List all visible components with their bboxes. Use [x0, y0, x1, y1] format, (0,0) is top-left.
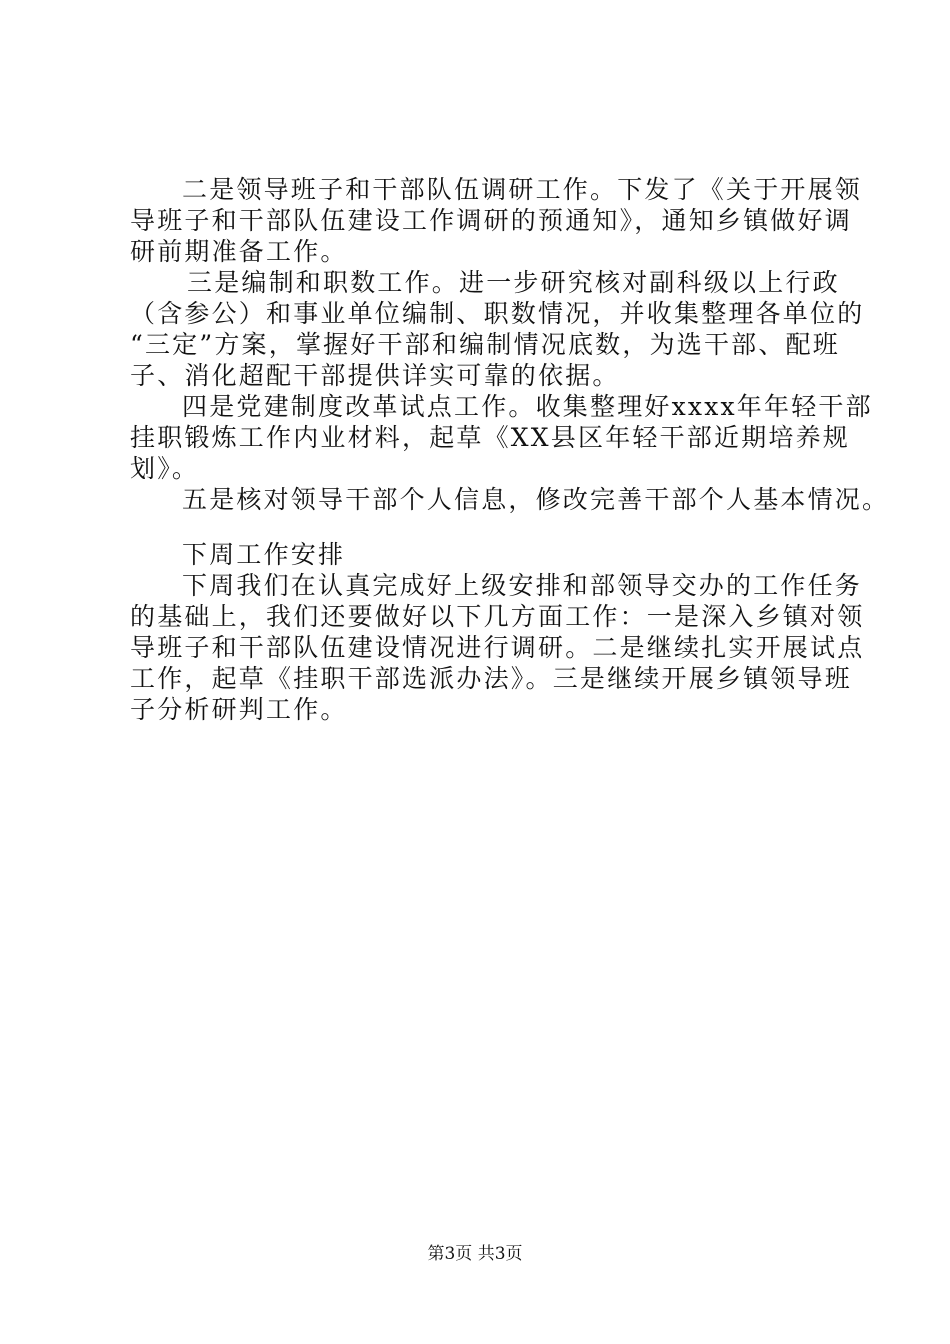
paragraph-line: 挂职锻炼工作内业材料，起草《XX县区年轻干部近期培养规: [130, 423, 850, 452]
paragraph-line: 导班子和干部队伍建设情况进行调研。二是继续扎实开展试点: [130, 633, 865, 662]
paragraph-line: 导班子和干部队伍建设工作调研的预通知》，通知乡镇做好调: [130, 206, 852, 235]
paragraph-line: 四是党建制度改革试点工作。收集整理好xxxx年年轻干部: [182, 392, 873, 421]
paragraph-line: （含参公）和事业单位编制、职数情况，并收集整理各单位的: [130, 299, 865, 328]
paragraph-line: 三是编制和职数工作。进一步研究核对副科级以上行政: [187, 268, 840, 297]
paragraph-line: 的基础上，我们还要做好以下几方面工作：一是深入乡镇对领: [130, 602, 865, 631]
page-number-footer: 第3页 共3页: [427, 1244, 523, 1264]
paragraph-line: “三定”方案，掌握好干部和编制情况底数，为选干部、配班: [130, 330, 840, 359]
paragraph-line: 下周我们在认真完成好上级安排和部领导交办的工作任务: [182, 571, 863, 600]
paragraph-line: 子分析研判工作。: [130, 695, 348, 724]
paragraph-line: 划》。: [130, 454, 200, 483]
section-heading: 下周工作安排: [182, 540, 346, 569]
paragraph-line: 五是核对领导干部个人信息，修改完善干部个人基本情况。: [182, 485, 890, 514]
paragraph-line: 研前期准备工作。: [130, 237, 348, 266]
paragraph-line: 子、消化超配干部提供详实可靠的依据。: [130, 361, 620, 390]
paragraph-line: 工作，起草《挂职干部选派办法》。三是继续开展乡镇领导班: [130, 664, 852, 693]
paragraph-line: 二是领导班子和干部队伍调研工作。下发了《关于开展领: [182, 175, 863, 204]
